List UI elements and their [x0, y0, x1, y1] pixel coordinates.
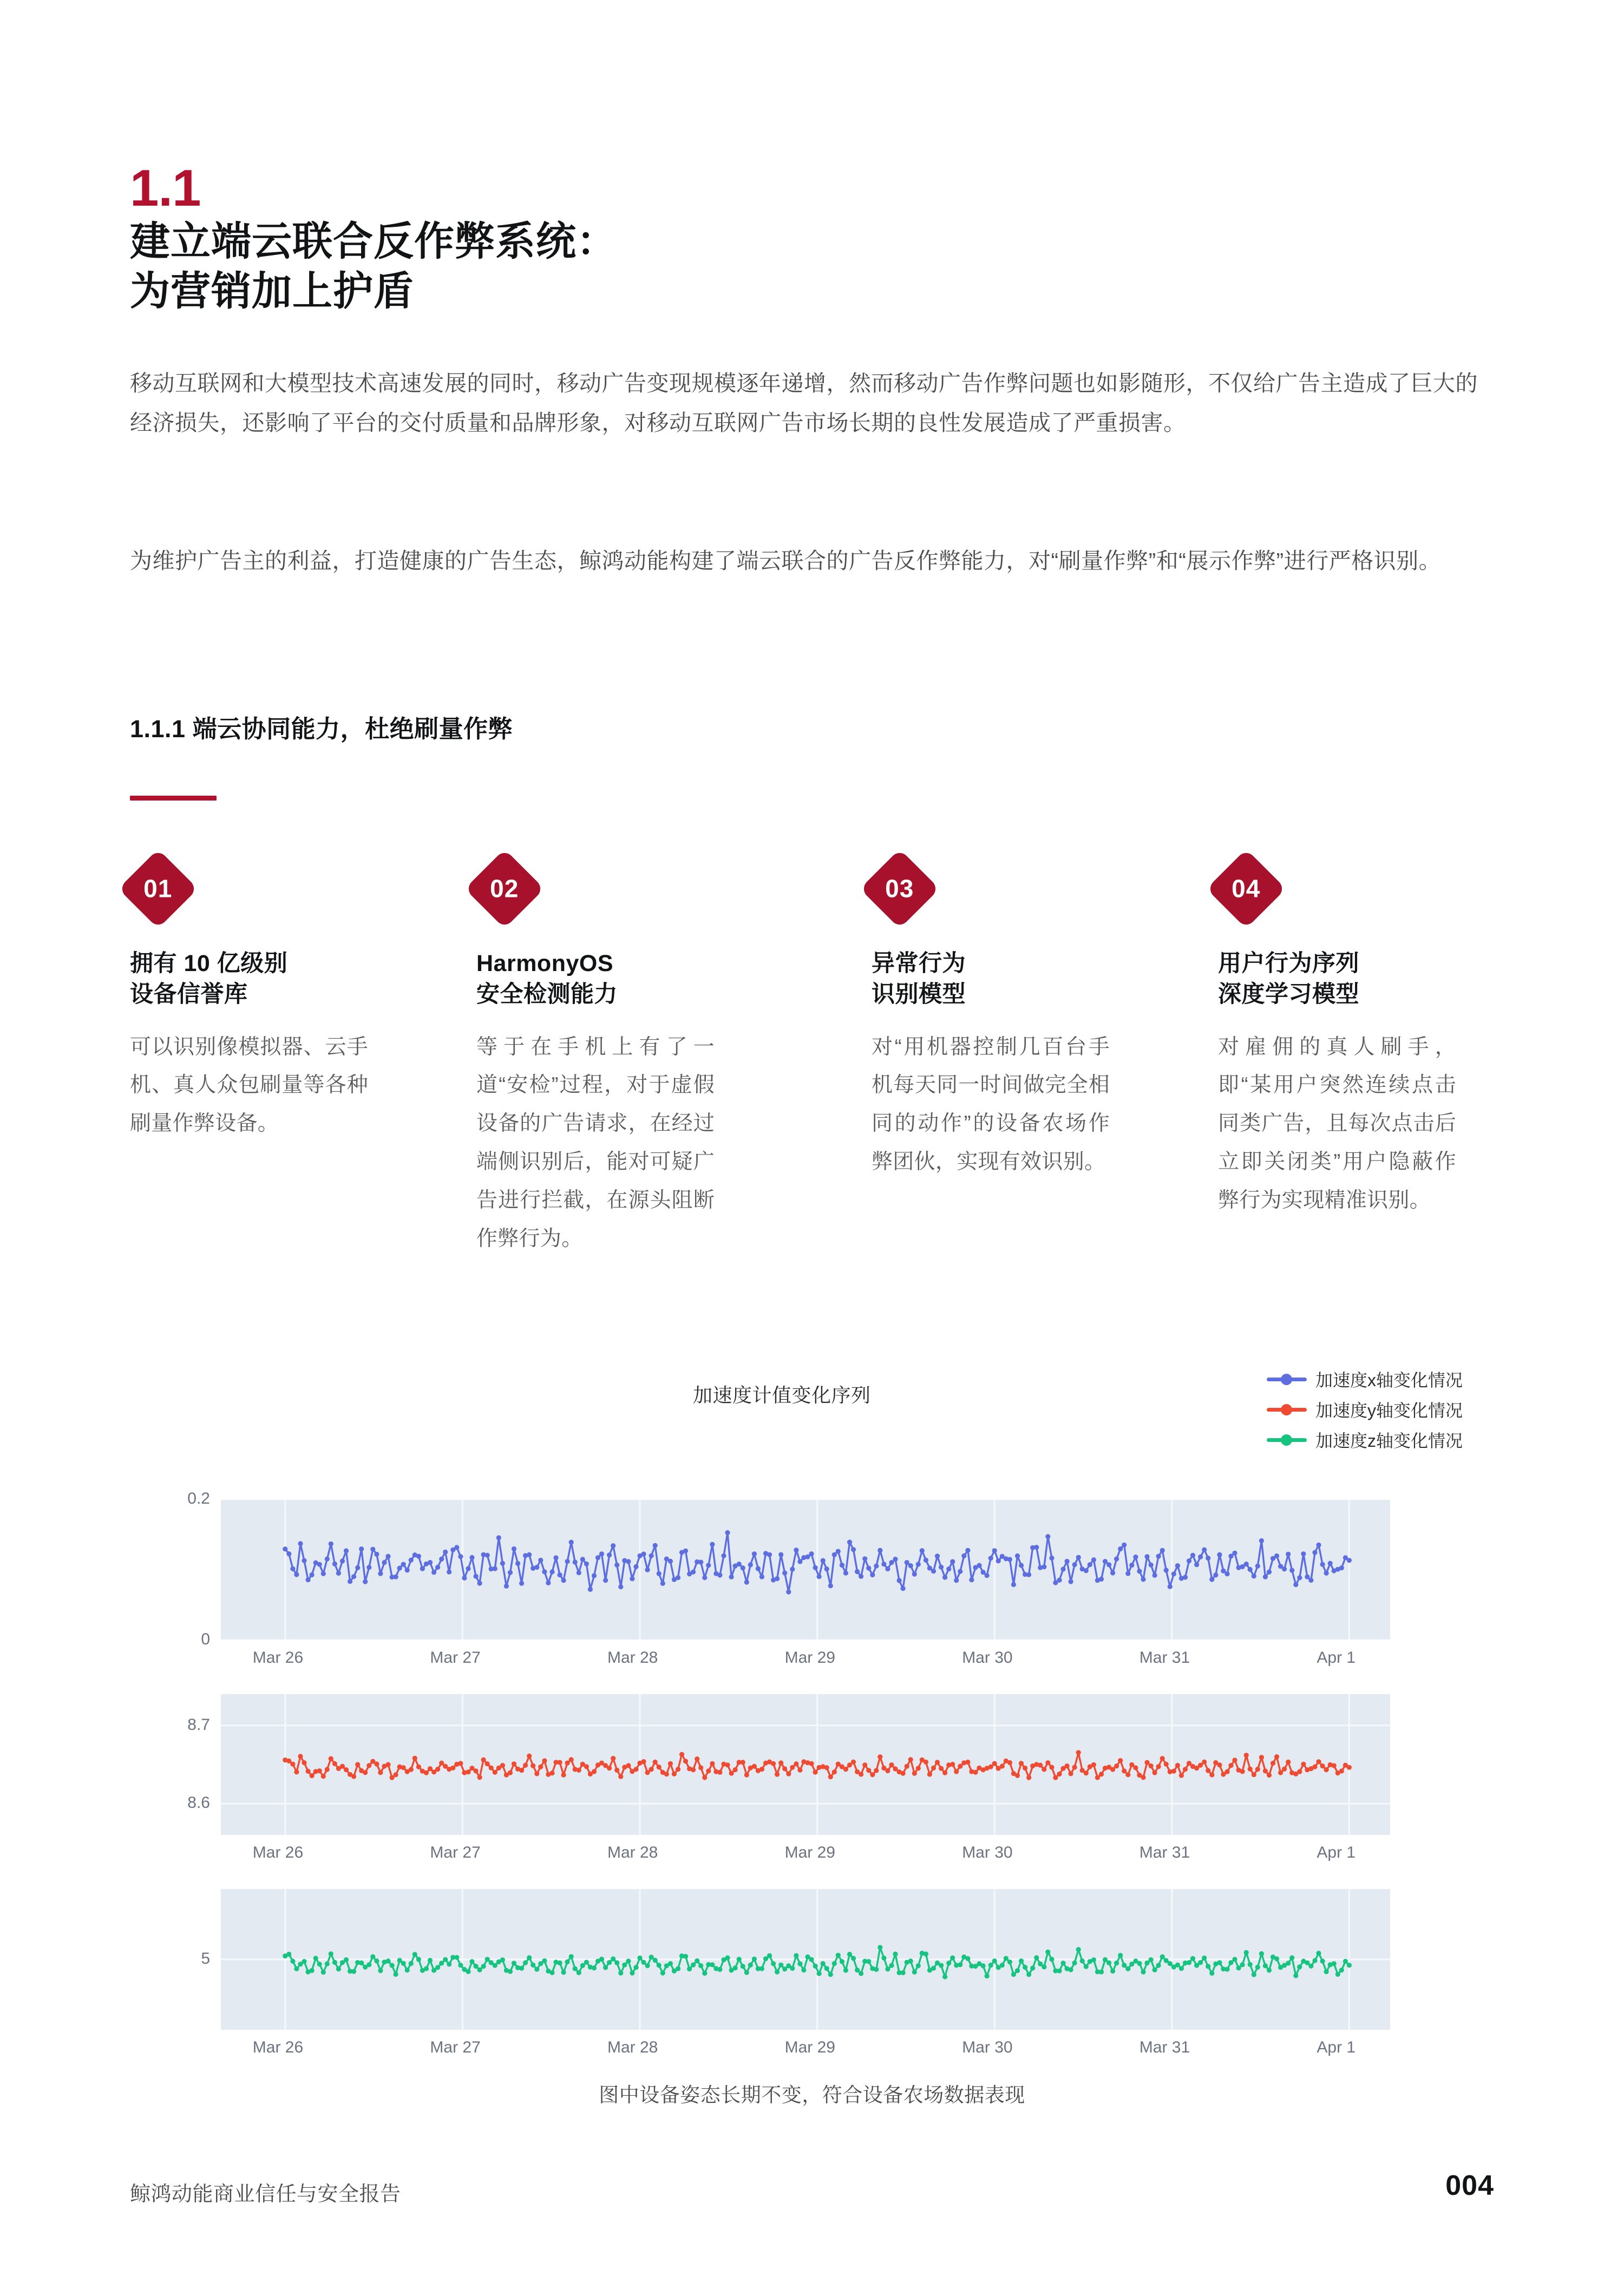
chart-title: 加速度计值变化序列: [693, 1384, 871, 1406]
intro-paragraph-1: 移动互联网和大模型技术高速发展的同时，移动广告变现规模逐年递增，然而移动广告作弊问题也如影随形，不仅给广告主造成了巨大的经济损失，还影响了平台的交付质量和品牌形象，对移动互联网广告市场长期的良性发展造成了严重损害。: [130, 371, 1478, 435]
x-axis-tick: Mar 29: [784, 1649, 835, 1667]
footer-report-name: 鲸鸿动能商业信任与安全报告: [130, 2183, 401, 2206]
feature-title-line2: 安全检测能力: [476, 981, 618, 1007]
x-axis-tick: Mar 30: [962, 1844, 1013, 1861]
feature-column-04: [1218, 861, 1456, 1220]
y-axis-tick: 0.2: [187, 1490, 210, 1507]
feature-title-line2: 深度学习模型: [1218, 981, 1359, 1007]
chart-panel-3: [130, 1889, 1494, 2068]
accent-divider: [130, 796, 217, 801]
legend-label: 加速度y轴变化情况: [1315, 1401, 1463, 1420]
feature-badge-01: [118, 849, 198, 928]
x-axis-tick: Apr 1: [1317, 1844, 1356, 1861]
feature-title-04: [1218, 948, 1456, 1010]
feature-title-03: [872, 948, 1110, 1010]
plot-area: [221, 1889, 1390, 2030]
legend-label: 加速度z轴变化情况: [1315, 1431, 1463, 1451]
feature-badge-label: 04: [1232, 874, 1261, 903]
x-axis-tick: Apr 1: [1317, 2038, 1356, 2056]
subsection-heading: 1.1.1 端云协同能力，杜绝刷量作弊: [130, 715, 513, 743]
y-axis-tick: 8.7: [187, 1715, 210, 1734]
chart-caption: 图中设备姿态长期不变，符合设备农场数据表现: [599, 2084, 1025, 2106]
legend-swatch-icon: [1267, 1372, 1307, 1386]
feature-title-line1: HarmonyOS: [476, 950, 614, 976]
legend-swatch-icon: [1267, 1433, 1307, 1447]
feature-body-04: 对雇佣的真人刷手，即“某用户突然连续点击同类广告，且每次点击后立即关闭类”用户隐蔽作弊行为实现精准识别。: [1218, 1035, 1456, 1212]
feature-badge-03: [860, 849, 939, 928]
feature-body-01: 可以识别像模拟器、云手机、真人众包刷量等各种刷量作弊设备。: [130, 1035, 368, 1136]
x-axis-tick: Mar 31: [1139, 2038, 1190, 2056]
feature-body-02: 等于在手机上有了一道“安检”过程，对于虚假设备的广告请求，在经过端侧识别后，能对可疑广告进行拦截，在源头阻断作弊行为。: [476, 1035, 715, 1251]
x-axis-tick: Mar 30: [962, 2038, 1013, 2056]
chart-panel-2: [130, 1694, 1494, 1873]
x-axis-tick: Mar 26: [252, 1844, 304, 1861]
x-axis-tick: Mar 28: [607, 1649, 658, 1667]
y-axis-tick: 5: [201, 1950, 210, 1968]
feature-title-02: [476, 948, 715, 1010]
x-axis-tick: Mar 26: [252, 2038, 304, 2056]
x-axis-tick: Mar 28: [607, 2038, 658, 2056]
feature-title-line1: 用户行为序列: [1218, 950, 1359, 976]
feature-title-line2: 设备信誉库: [130, 981, 248, 1007]
y-axis-tick: 0: [201, 1630, 210, 1648]
feature-title-line1: 异常行为: [872, 950, 966, 976]
x-axis-tick: Mar 29: [784, 1844, 835, 1861]
chart-legend: [1267, 1364, 1463, 1455]
legend-label: 加速度x轴变化情况: [1315, 1370, 1463, 1390]
feature-badge-02: [464, 849, 544, 928]
page-number: 004: [1445, 2170, 1494, 2201]
x-axis: [221, 1649, 1390, 1681]
feature-title-01: [130, 948, 368, 1010]
legend-item-3: [1267, 1425, 1463, 1455]
chart-panel-1: [130, 1490, 1494, 1678]
x-axis: [221, 2038, 1390, 2071]
legend-swatch-icon: [1267, 1402, 1307, 1417]
accelerometer-chart: [130, 1364, 1494, 2084]
x-axis-tick: Mar 31: [1139, 1844, 1190, 1861]
x-axis-tick: Mar 28: [607, 1844, 658, 1861]
feature-badge-04: [1206, 849, 1286, 928]
x-axis-tick: Mar 27: [430, 2038, 481, 2056]
page-title-line1: 建立端云联合反作弊系统：: [130, 219, 617, 264]
feature-badge-label: 03: [885, 874, 914, 903]
x-axis: [221, 1844, 1390, 1876]
feature-column-03: [872, 861, 1110, 1182]
x-axis-tick: Apr 1: [1317, 1649, 1356, 1667]
feature-badge-label: 01: [143, 874, 173, 903]
feature-column-02: [476, 861, 715, 1258]
feature-title-line2: 识别模型: [872, 981, 966, 1007]
page-title: [130, 217, 1050, 316]
x-axis-tick: Mar 26: [252, 1649, 304, 1667]
feature-badge-label: 02: [490, 874, 519, 903]
section-number: 1.1: [130, 159, 201, 217]
feature-columns: [130, 861, 1516, 1348]
plot-area: [221, 1694, 1390, 1835]
legend-item-2: [1267, 1394, 1463, 1425]
x-axis-tick: Mar 31: [1139, 1649, 1190, 1667]
feature-body-03: 对“用机器控制几百台手机每天同一时间做完全相同的动作”的设备农场作弊团伙，实现有效识别。: [872, 1035, 1110, 1174]
x-axis-tick: Mar 29: [784, 2038, 835, 2056]
legend-item-1: [1267, 1364, 1463, 1394]
y-axis-tick: 8.6: [187, 1794, 210, 1812]
feature-title-line1: 拥有 10 亿级别: [130, 950, 288, 976]
feature-column-01: [130, 861, 368, 1143]
plot-area: [221, 1499, 1390, 1640]
x-axis-tick: Mar 30: [962, 1649, 1013, 1667]
page-title-line2: 为营销加上护盾: [130, 268, 414, 313]
x-axis-tick: Mar 27: [430, 1844, 481, 1861]
x-axis-tick: Mar 27: [430, 1649, 481, 1667]
intro-paragraph-2: 为维护广告主的利益，打造健康的广告生态，鲸鸿动能构建了端云联合的广告反作弊能力，对“刷量作弊”和“展示作弊”进行严格识别。: [130, 548, 1442, 573]
